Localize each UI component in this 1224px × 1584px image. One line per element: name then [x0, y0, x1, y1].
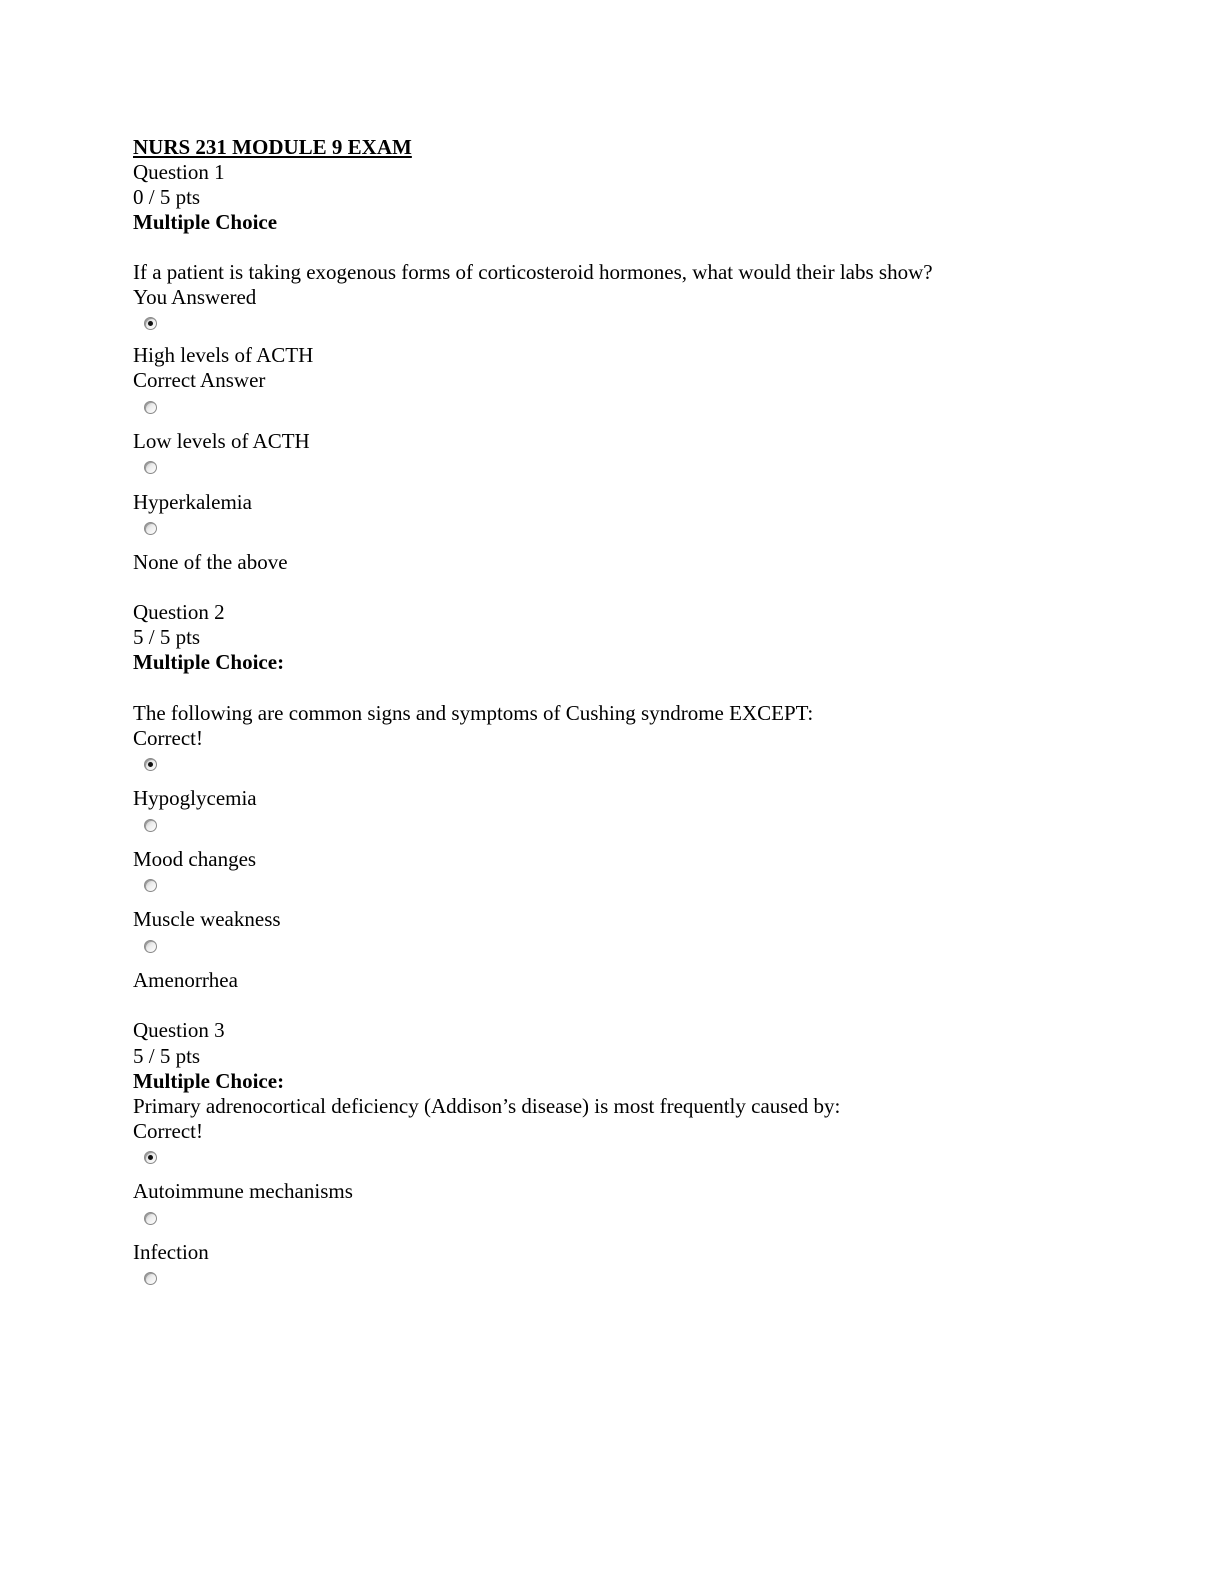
question-1-option-3: Hyperkalemia	[133, 490, 252, 514]
question-1-prompt: If a patient is taking exogenous forms of corticosteroid hormones, what would their labs show?	[133, 260, 933, 284]
question-3-label: Question 3	[133, 1018, 225, 1042]
radio-unselected-icon[interactable]	[144, 1212, 157, 1225]
radio-selected-icon[interactable]	[144, 758, 157, 771]
question-1-correct-answer-label: Correct Answer	[133, 368, 266, 392]
radio-unselected-icon[interactable]	[144, 940, 157, 953]
radio-dot-icon	[148, 321, 153, 326]
question-3-option-1: Autoimmune mechanisms	[133, 1179, 353, 1203]
radio-unselected-icon[interactable]	[144, 819, 157, 832]
question-3-prompt: Primary adrenocortical deficiency (Addison’s disease) is most frequently caused by:	[133, 1094, 841, 1118]
radio-dot-icon	[148, 1155, 153, 1160]
question-3-status: Correct!	[133, 1119, 203, 1143]
question-1-status: You Answered	[133, 285, 257, 309]
question-1-score: 0 / 5 pts	[133, 185, 201, 209]
question-1-option-1: High levels of ACTH	[133, 343, 314, 367]
question-2-option-1: Hypoglycemia	[133, 786, 257, 810]
radio-selected-icon[interactable]	[144, 317, 157, 330]
radio-selected-icon[interactable]	[144, 1151, 157, 1164]
question-2-prompt: The following are common signs and symptoms of Cushing syndrome EXCEPT:	[133, 701, 814, 725]
question-1-option-4: None of the above	[133, 550, 288, 574]
question-3-type: Multiple Choice:	[133, 1069, 285, 1093]
radio-unselected-icon[interactable]	[144, 1272, 157, 1285]
radio-unselected-icon[interactable]	[144, 401, 157, 414]
question-1-option-2: Low levels of ACTH	[133, 429, 310, 453]
question-2-type: Multiple Choice:	[133, 650, 285, 674]
question-2-option-3: Muscle weakness	[133, 907, 281, 931]
question-3-option-2: Infection	[133, 1240, 209, 1264]
question-1-label: Question 1	[133, 160, 225, 184]
radio-dot-icon	[148, 762, 153, 767]
question-2-option-2: Mood changes	[133, 847, 257, 871]
question-1-type: Multiple Choice	[133, 210, 278, 234]
question-2-option-4: Amenorrhea	[133, 968, 238, 992]
exam-title: NURS 231 MODULE 9 EXAM	[133, 135, 412, 159]
radio-unselected-icon[interactable]	[144, 879, 157, 892]
question-2-label: Question 2	[133, 600, 225, 624]
question-3-score: 5 / 5 pts	[133, 1044, 201, 1068]
question-2-score: 5 / 5 pts	[133, 625, 201, 649]
radio-unselected-icon[interactable]	[144, 522, 157, 535]
question-2-status: Correct!	[133, 726, 203, 750]
radio-unselected-icon[interactable]	[144, 461, 157, 474]
